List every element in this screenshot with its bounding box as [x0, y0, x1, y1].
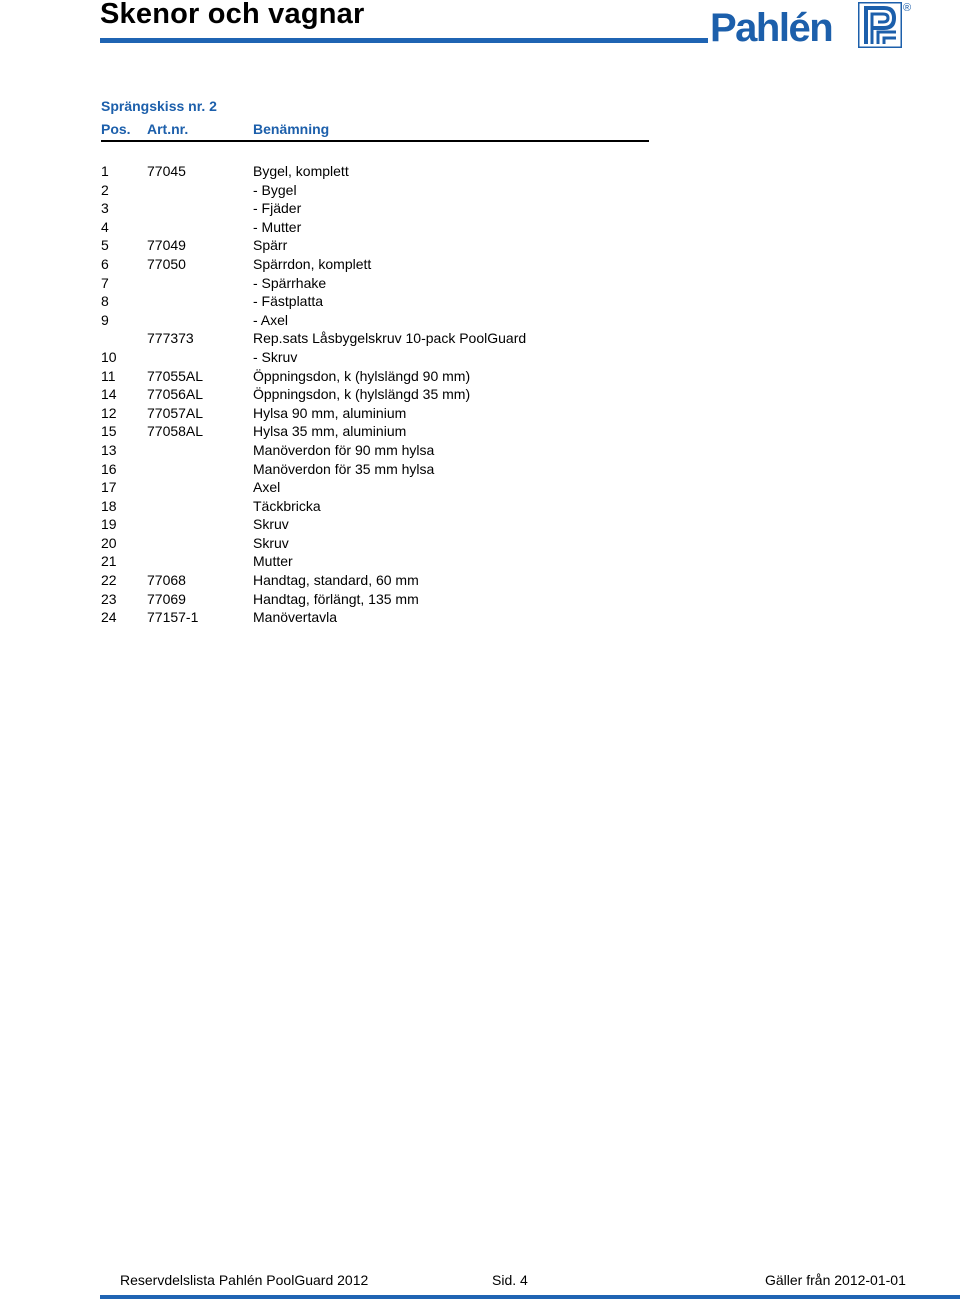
- part-article-number: 77050: [147, 255, 186, 272]
- column-header-name: Benämning: [253, 121, 330, 137]
- registered-icon: ®: [903, 2, 912, 14]
- list-item: [101, 348, 701, 367]
- part-name: - Spärrhake: [253, 274, 327, 291]
- column-header-pos: Pos.: [101, 121, 131, 137]
- list-item: [101, 478, 701, 497]
- part-article-number: 77045: [147, 163, 186, 179]
- header-rule: [101, 140, 649, 142]
- part-article-number: 77049: [147, 237, 186, 254]
- part-position: 13: [101, 441, 117, 458]
- page-title: Skenor och vagnar: [100, 0, 365, 30]
- part-position: 21: [101, 553, 117, 570]
- part-name: Manöverdon för 90 mm hylsa: [253, 441, 435, 458]
- part-name: - Fästplatta: [253, 293, 324, 310]
- part-article-number: 77055AL: [147, 367, 204, 384]
- parts-list: [101, 162, 701, 627]
- part-name: - Mutter: [253, 218, 302, 235]
- part-name: Bygel, komplett: [253, 163, 349, 179]
- part-position: 7: [101, 274, 109, 291]
- part-name: Manövertavla: [253, 609, 338, 626]
- list-item: [101, 199, 701, 218]
- list-item: [101, 460, 701, 479]
- part-position: 24: [101, 609, 117, 626]
- footer-rule: [100, 1295, 960, 1299]
- list-item: [101, 534, 701, 553]
- part-position: 16: [101, 460, 117, 477]
- list-item: [101, 236, 701, 255]
- column-header-art: Art.nr.: [147, 121, 189, 137]
- part-article-number: 77056AL: [147, 386, 204, 403]
- list-item: [101, 404, 701, 423]
- part-position: 2: [101, 181, 109, 198]
- part-name: Hylsa 90 mm, aluminium: [253, 404, 407, 421]
- list-item: [101, 590, 701, 609]
- list-item: [101, 292, 701, 311]
- part-position: 8: [101, 293, 109, 310]
- list-item: [101, 367, 701, 386]
- part-name: Öppningsdon, k (hylslängd 35 mm): [253, 386, 471, 403]
- part-name: Handtag, standard, 60 mm: [253, 572, 419, 589]
- list-item: [101, 497, 701, 516]
- part-position: 20: [101, 534, 117, 551]
- part-name: Skruv: [253, 516, 289, 533]
- list-item: [101, 181, 701, 200]
- pahlen-logo: [708, 2, 914, 50]
- part-name: Handtag, förlängt, 135 mm: [253, 590, 419, 607]
- part-position: 17: [101, 479, 117, 496]
- pahlen-p-icon: [858, 2, 902, 48]
- part-name: Manöverdon för 35 mm hylsa: [253, 460, 435, 477]
- footer-title: Reservdelslista Pahlén PoolGuard 2012: [120, 1272, 369, 1288]
- part-position: 11: [101, 367, 116, 384]
- part-position: 19: [101, 516, 117, 533]
- list-item: [101, 552, 701, 571]
- list-item: [101, 311, 701, 330]
- part-position: 3: [101, 200, 109, 217]
- list-item: [101, 162, 701, 181]
- part-name: Hylsa 35 mm, aluminium: [253, 423, 407, 440]
- part-position: 10: [101, 348, 117, 365]
- part-article-number: 77157-1: [147, 609, 199, 626]
- part-article-number: 77068: [147, 572, 186, 589]
- part-position: 14: [101, 386, 117, 403]
- list-item: [101, 385, 701, 404]
- section-title: Sprängskiss nr. 2: [101, 98, 217, 114]
- part-name: - Bygel: [253, 181, 297, 198]
- list-item: [101, 329, 701, 348]
- part-name: Spärrdon, komplett: [253, 255, 372, 272]
- list-item: [101, 608, 701, 627]
- part-position: 6: [101, 255, 109, 272]
- part-position: 4: [101, 218, 109, 235]
- list-item: [101, 571, 701, 590]
- part-name: Skruv: [253, 534, 289, 551]
- part-name: Mutter: [253, 553, 293, 570]
- part-name: Rep.sats Låsbygelskruv 10-pack PoolGuard: [253, 330, 527, 347]
- part-position: 1: [101, 163, 109, 179]
- part-article-number: 77069: [147, 590, 186, 607]
- list-item: [101, 255, 701, 274]
- part-position: 12: [101, 404, 117, 421]
- list-item: [101, 441, 701, 460]
- list-item: [101, 515, 701, 534]
- part-name: - Skruv: [253, 348, 298, 365]
- part-position: 23: [101, 590, 117, 607]
- part-name: - Axel: [253, 311, 289, 328]
- logo-wordmark: Pahlén: [710, 6, 833, 50]
- part-position: 5: [101, 237, 109, 254]
- part-article-number: 777373: [147, 330, 194, 347]
- part-article-number: 77058AL: [147, 423, 204, 440]
- footer-valid-from: Gäller från 2012-01-01: [765, 1272, 906, 1288]
- list-item: [101, 274, 701, 293]
- part-position: 15: [101, 423, 117, 440]
- part-name: Spärr: [253, 237, 288, 254]
- part-position: 22: [101, 572, 117, 589]
- list-item: [101, 218, 701, 237]
- part-position: 18: [101, 497, 117, 514]
- footer-page-number: Sid. 4: [492, 1272, 528, 1288]
- part-name: Öppningsdon, k (hylslängd 90 mm): [253, 367, 471, 384]
- title-rule: [100, 38, 708, 43]
- list-item: [101, 422, 701, 441]
- part-article-number: 77057AL: [147, 404, 204, 421]
- part-name: Axel: [253, 479, 281, 496]
- part-position: 9: [101, 311, 109, 328]
- part-name: - Fjäder: [253, 200, 302, 217]
- part-name: Täckbricka: [253, 497, 321, 514]
